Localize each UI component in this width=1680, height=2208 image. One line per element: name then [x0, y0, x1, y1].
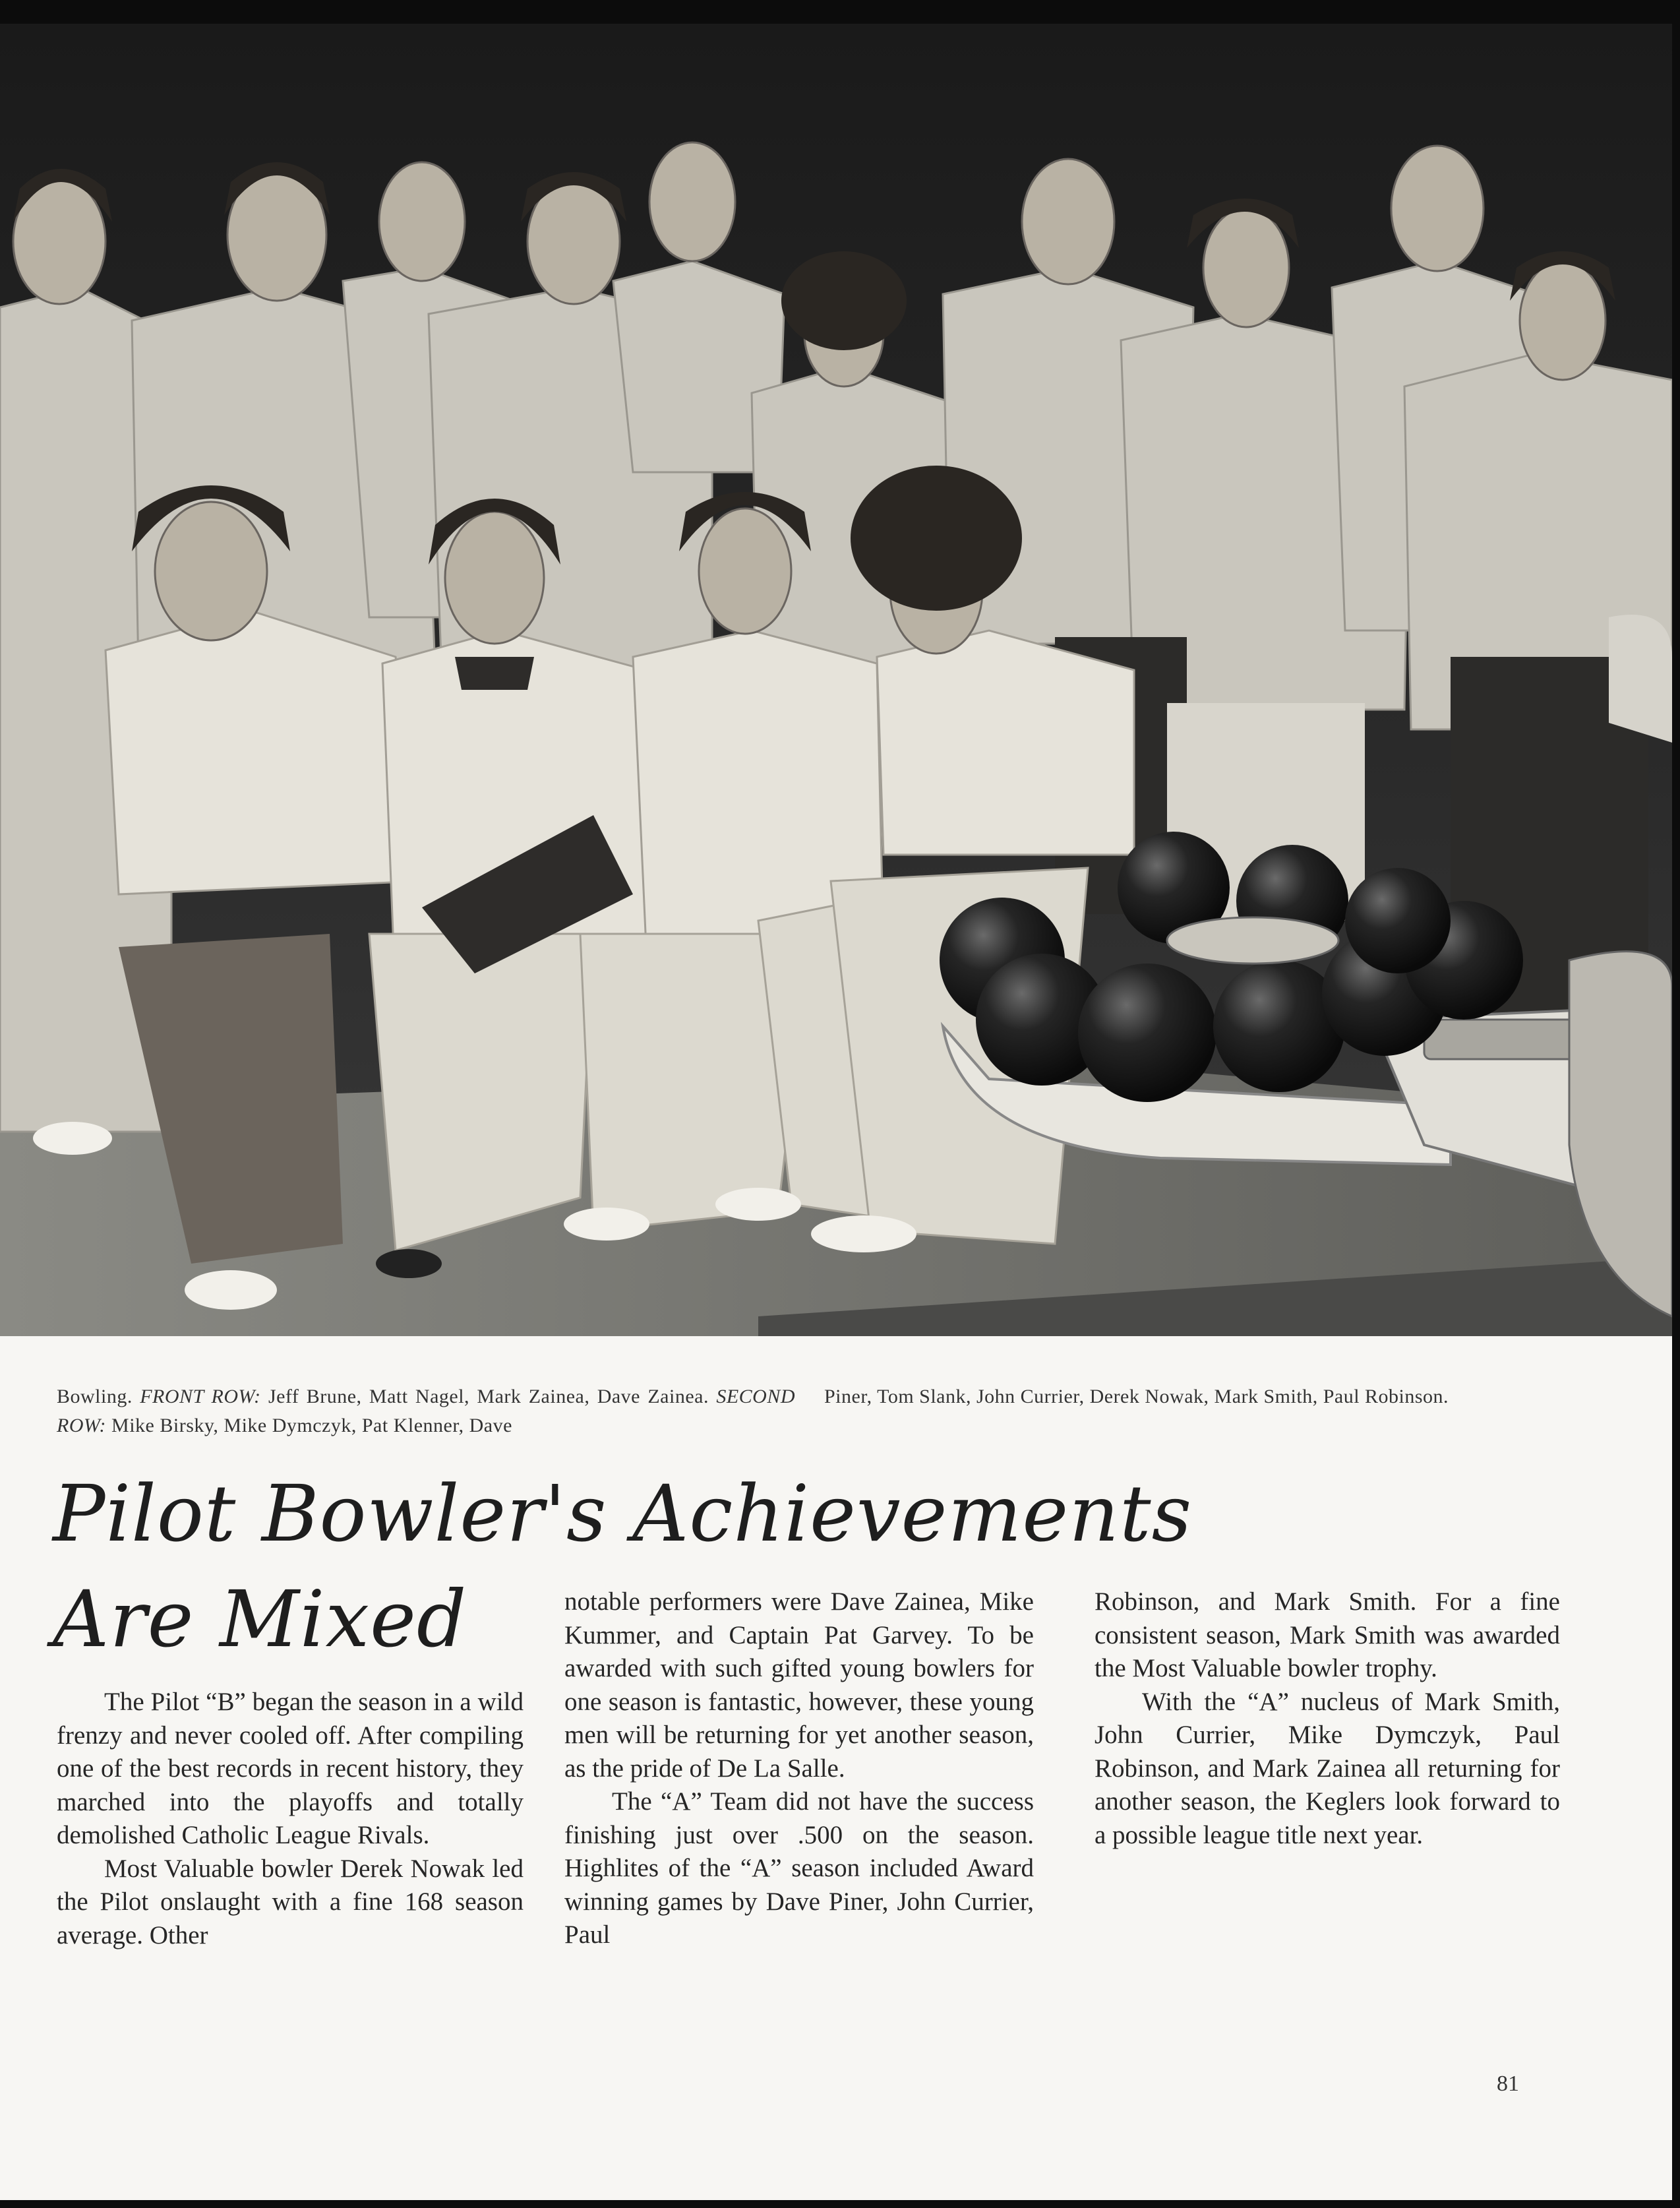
caption-sport: Bowling. [57, 1386, 133, 1407]
paragraph: With the “A” nucleus of Mark Smith, John Currier, Mike Dymczyk, Paul Robinson, and Mark Zainea all returning for another season, the Keglers look forward to a possible league title next year. [1095, 1687, 1560, 1849]
article-column-1 [57, 1686, 524, 1952]
headline-line-2: Are Mixed [53, 1574, 467, 1665]
caption-second-row-names-cont: Piner, Tom Slank, John Currier, Derek Nowak, Mark Smith, Paul Robinson. [824, 1386, 1449, 1407]
paragraph: The Pilot “B” began the season in a wild frenzy and never cooled off. After compiling one of the best records in recent history, they marched into the playoffs and totally demolished Catholic League Rivals. [57, 1688, 524, 1849]
article-column-2 [564, 1585, 1034, 1952]
paragraph: notable performers were Dave Zainea, Mike Kummer, and Captain Pat Garvey. To be awarded with such gifted young bowlers for one season is fantastic, however, these young men will be returning for yet another season, as the pride of De La Salle. [564, 1587, 1034, 1783]
team-photo [0, 24, 1672, 1336]
paragraph: The “A” Team did not have the success finishing just over .500 on the season. Highlites of the “A” season included Award winning games by Dave Piner, John Currier, Paul [564, 1787, 1034, 1949]
yearbook-page [0, 24, 1672, 2200]
photo-caption-right [824, 1382, 1563, 1411]
caption-front-row-label: FRONT ROW: [140, 1386, 261, 1407]
paragraph: Most Valuable bowler Derek Nowak led the Pilot onslaught with a fine 168 season average. Other [57, 1854, 524, 1949]
photo-caption-left [57, 1382, 795, 1440]
paragraph: Robinson, and Mark Smith. For a fine consistent season, Mark Smith was awarded the Most Valuable bowler trophy. [1095, 1587, 1560, 1682]
headline-line-1: Pilot Bowler's Achievements [53, 1468, 1193, 1559]
caption-second-row-label: SECOND ROW: [57, 1386, 796, 1436]
caption-second-row-names: Mike Birsky, Mike Dymczyk, Pat Klenner, Dave [111, 1415, 512, 1436]
team-photo-icon [0, 24, 1672, 1336]
page-number: 81 [1497, 2071, 1519, 2096]
caption-front-row-names: Jeff Brune, Matt Nagel, Mark Zainea, Dave Zainea. [268, 1386, 709, 1407]
article-column-3 [1095, 1585, 1560, 1852]
